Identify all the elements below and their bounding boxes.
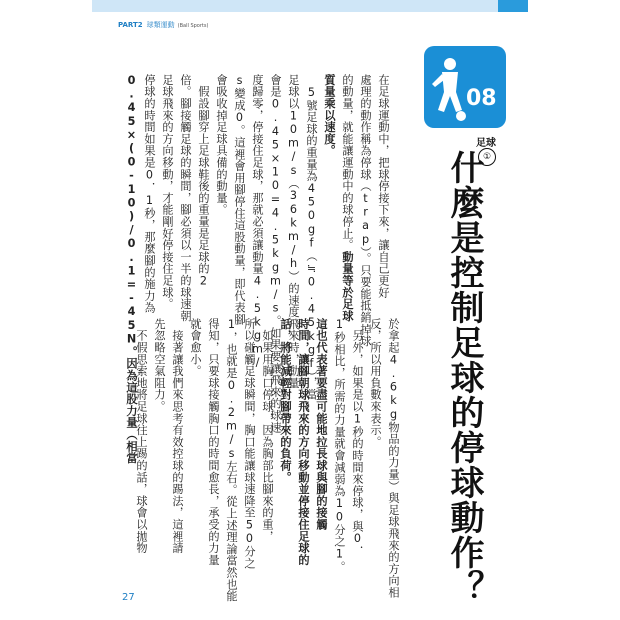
body-column: 倍。腳接觸足球的瞬間，腳必須以一半的球速朝 bbox=[179, 74, 192, 322]
body-column: 5號足球的重量為450gf（≒0.45kgf），當 bbox=[305, 74, 318, 401]
body-column: 1秒相比，所需的力量就會減弱為10分之1。 bbox=[333, 318, 346, 573]
section-label: 球類運動 bbox=[146, 21, 175, 29]
body-column: 話，將能減輕對腳帶來的負荷。 bbox=[279, 318, 292, 484]
body-column: s變成0。這裡會用腳停住這股動量，即代表腳 bbox=[233, 74, 246, 326]
page-title: 什麼是控制足球的停球動作？ bbox=[444, 150, 484, 605]
topic-label: 足球 bbox=[476, 138, 496, 149]
body-column: 就會愈小。 bbox=[189, 318, 202, 377]
body-column: 得知，只要球接觸胸口的時間愈長，承受的力量 bbox=[207, 318, 220, 566]
body-column: 會吸收掉足球具備的動量。 bbox=[215, 74, 228, 216]
body-column: 處理的動作稱為停球（trap）。只要能抵銷掉球 bbox=[359, 74, 372, 347]
part-label: PART2 bbox=[118, 21, 143, 29]
body-column: 會是0.45×10=4.5kgm/s。如果要讓飛來的球速 bbox=[269, 74, 282, 434]
body-column: 不假思索地將足球往上踢的話，球會以拋物 bbox=[135, 318, 148, 554]
body-column bbox=[340, 74, 355, 322]
body-column: 足球以10m/s（36km/h）的速度飛來時，動量 bbox=[287, 74, 300, 389]
body-column: 如果用胸口停球，因為胸部比腳來的重， bbox=[261, 318, 274, 543]
body-column: 足球飛來的方向移動，才能剛好停接住足球。 bbox=[161, 74, 174, 310]
body-column: 在足球運動中，把球停接下來，讓自己更好 bbox=[377, 74, 390, 299]
running-header bbox=[118, 20, 208, 30]
page-number: 27 bbox=[122, 592, 135, 603]
body-column: 反，所以用負數來表示。 bbox=[369, 318, 382, 448]
chapter-badge bbox=[424, 46, 506, 128]
bold-text: 動量等於足球 bbox=[341, 251, 354, 322]
body-column: 度歸零，停接住足球，那就必須讓動量4.5kgm/ bbox=[251, 74, 264, 370]
body-column: 所以碰觸足球瞬間，胸口能讓球速降至50分之 bbox=[243, 318, 256, 570]
body-text: 的動量，就能讓運動中的球停止。 bbox=[341, 74, 354, 251]
soccer-player-icon bbox=[428, 54, 468, 124]
body-column: 停球的時間如果是0．1秒，那麼腳的施力為 bbox=[143, 74, 156, 314]
body-column: 1，也就是0.2m/s左右。從上述理論當然也能 bbox=[225, 318, 238, 602]
body-column: 於拿起4.6kg物品的力量）與足球飛來的方向相 bbox=[387, 318, 400, 599]
section-subtitle: (Ball Sports) bbox=[177, 23, 209, 29]
body-column: 接著讓我們來思考有效控球的踢法，這裡請 bbox=[171, 318, 184, 554]
body-column: 假設腳穿上足球鞋後的重量是足球的2 bbox=[197, 74, 210, 289]
body-column: 這也代表著要盡可能地拉長球與腳的接觸 bbox=[315, 318, 328, 531]
body-column: 先忽略空氣阻力。 bbox=[153, 318, 166, 413]
body-column: 時間，讓腳朝球飛來的方向移動並停接住足球的 bbox=[297, 318, 310, 566]
body-column: 另外，如果是以1秒的時間來停球，與0． bbox=[351, 318, 364, 558]
body-column: 質量乘以速度。 bbox=[323, 74, 336, 157]
topic-number: ① bbox=[478, 148, 496, 166]
body-column: 0.45×(0-10)/0.1=-45N。因為這股力量（相當 bbox=[125, 74, 138, 464]
top-accent-band bbox=[498, 0, 528, 12]
top-color-band bbox=[92, 0, 528, 12]
chapter-number: 08 bbox=[466, 86, 497, 111]
